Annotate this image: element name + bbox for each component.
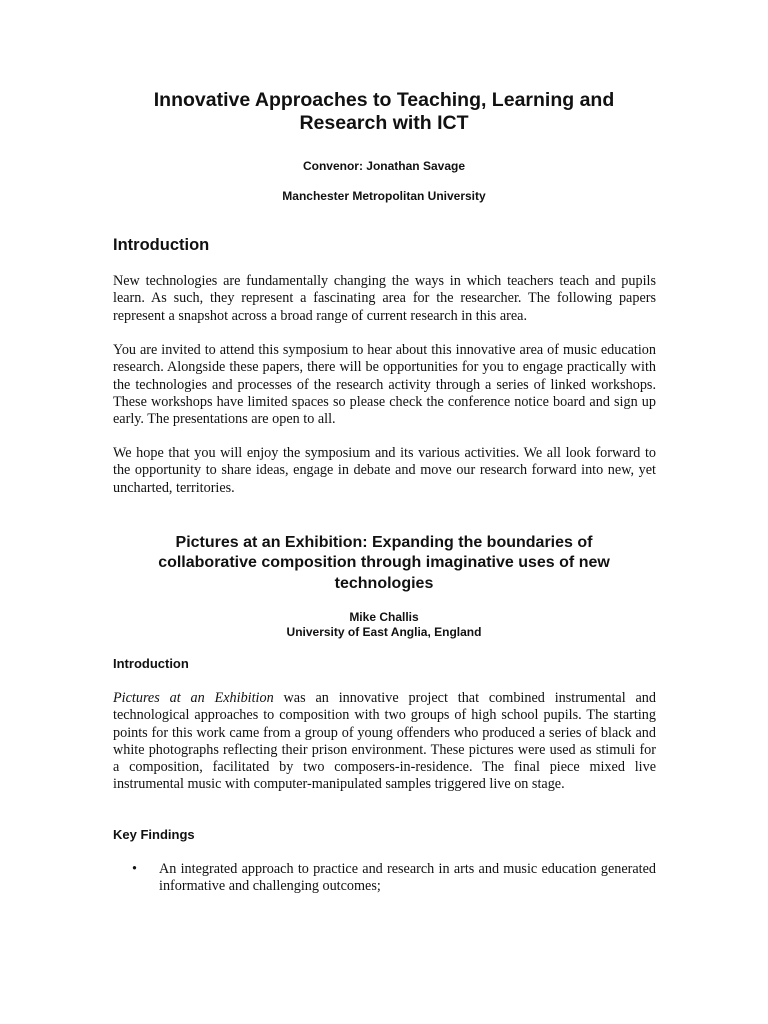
finding-text: An integrated approach to practice and research in arts and music education generated informative and challenging outcomes;	[159, 861, 656, 895]
intro-paragraph-3: We hope that you will enjoy the symposium and its various activities. We all look forward to the opportunity to share ideas, engage in debate and move our research forward into new, yet uncharted, territories.	[113, 445, 656, 496]
paper-title-line-1: Pictures at an Exhibition: Expanding the boundaries of	[175, 534, 593, 551]
key-findings-heading: Key Findings	[113, 827, 195, 842]
bullet-icon: •	[132, 861, 137, 877]
institution-line: Manchester Metropolitan University	[282, 189, 486, 203]
paper-intro-text: was an innovative project that combined instrumental and technological approaches to composition with two groups of high school pupils. The starting points for this work came from a group of young offenders who produced a series of black and white photographs reflecting their prison environment. These pictures were used as stimuli for a composition, facilitated by two composers-in-residence. The final piece mixed live instrumental music with computer-manipulated samples triggered live on stage.	[113, 690, 656, 793]
paper-title	[110, 533, 658, 594]
paper-title-line-2: collaborative composition through imaginative uses of new	[158, 554, 610, 572]
document-title-line-2: Research with ICT	[299, 112, 469, 134]
convenor-line: Convenor: Jonathan Savage	[302, 159, 466, 173]
paper-intro-paragraph	[113, 690, 656, 794]
paper-author: Mike Challis	[349, 610, 419, 624]
paper-title-line-3: technologies	[334, 574, 434, 592]
paper-introduction-heading: Introduction	[113, 656, 189, 671]
key-findings-list	[113, 861, 656, 896]
paper-affiliation: University of East Anglia, England	[286, 625, 482, 639]
paper-intro-italic-title: Pictures at an Exhibition	[113, 690, 274, 706]
document-title-line-1: Innovative Approaches to Teaching, Learning and	[153, 89, 615, 111]
intro-paragraph-1: New technologies are fundamentally changing the ways in which teachers teach and pupils learn. As such, they represent a fascinating area for the researcher. The following papers represent a snapshot across a broad range of current research in this area.	[113, 273, 656, 324]
document-title	[100, 89, 668, 135]
intro-paragraph-2: You are invited to attend this symposium to hear about this innovative area of music education research. Alongside these papers, there will be opportunities for you to engage practically with the technologies and processes of the research activity through a series of linked workshops. These workshops have limited spaces so please check the conference notice board and sign up early. The presentations are open to all.	[113, 342, 656, 428]
introduction-heading: Introduction	[113, 236, 210, 254]
list-item	[113, 861, 656, 896]
